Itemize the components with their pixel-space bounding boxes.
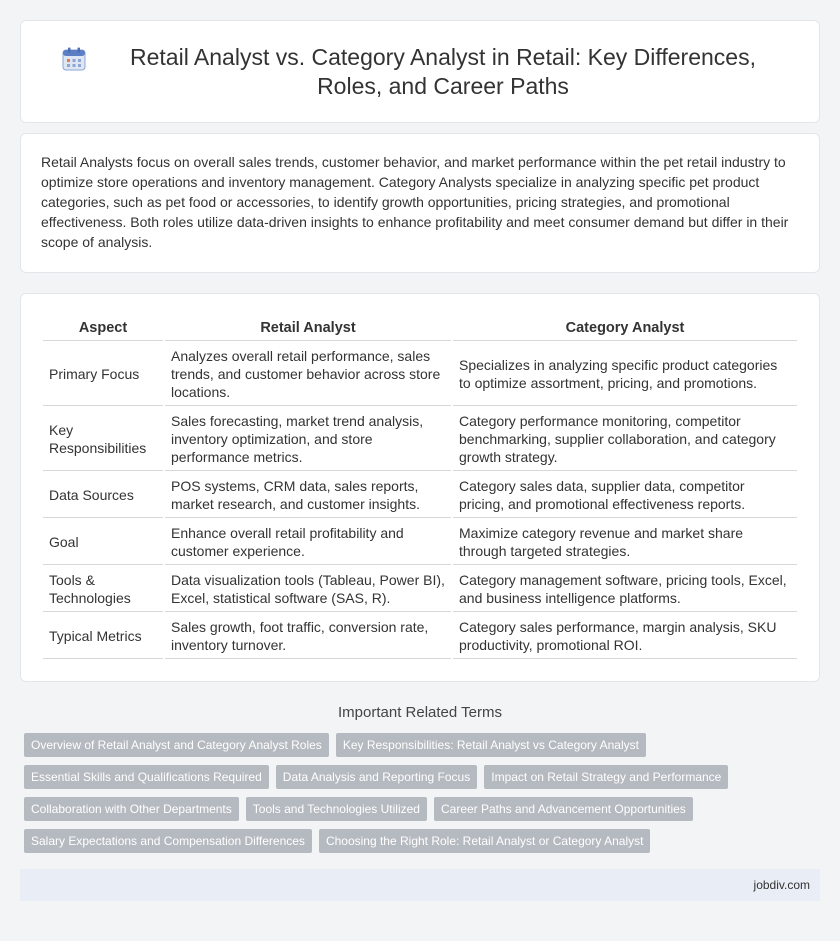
retail-cell: Sales forecasting, market trend analysis, inventory optimization, and store performance metrics. bbox=[165, 408, 451, 471]
footer bbox=[20, 869, 820, 901]
comparison-card bbox=[20, 293, 820, 682]
table-row bbox=[43, 520, 797, 565]
related-term-link[interactable]: Tools and Technologies Utilized bbox=[246, 797, 427, 821]
category-cell: Category management software, pricing tools, Excel, and business intelligence platforms. bbox=[453, 567, 797, 612]
retail-cell: Analyzes overall retail performance, sales trends, and customer behavior across store locations. bbox=[165, 343, 451, 406]
related-term-link[interactable]: Essential Skills and Qualifications Required bbox=[24, 765, 269, 789]
aspect-cell: Key Responsibilities bbox=[43, 408, 163, 471]
header-aspect: Aspect bbox=[43, 318, 163, 341]
aspect-cell: Typical Metrics bbox=[43, 614, 163, 659]
aspect-cell: Primary Focus bbox=[43, 343, 163, 406]
aspect-cell: Tools & Technologies bbox=[43, 567, 163, 612]
retail-cell: Data visualization tools (Tableau, Power BI), Excel, statistical software (SAS, R). bbox=[165, 567, 451, 612]
related-term-link[interactable]: Key Responsibilities: Retail Analyst vs Category Analyst bbox=[336, 733, 646, 757]
header-retail-analyst: Retail Analyst bbox=[165, 318, 451, 341]
retail-cell: Enhance overall retail profitability and customer experience. bbox=[165, 520, 451, 565]
table-row bbox=[43, 567, 797, 612]
table-row bbox=[43, 408, 797, 471]
title-card bbox=[20, 20, 820, 123]
category-cell: Category sales data, supplier data, competitor pricing, and promotional effectiveness reports. bbox=[453, 473, 797, 518]
category-cell: Maximize category revenue and market share through targeted strategies. bbox=[453, 520, 797, 565]
related-term-link[interactable]: Career Paths and Advancement Opportunities bbox=[434, 797, 693, 821]
intro-paragraph: Retail Analysts focus on overall sales trends, customer behavior, and market performance within the pet retail industry to optimize store operations and inventory management. Category Analysts specialize in analyzing specific pet product categories, such as pet food or accessories, to identify growth opportunities, pricing strategies, and promotional effectiveness. Both roles utilize data-driven insights to enhance profitability and meet consumer demand but differ in their scope of analysis. bbox=[41, 154, 789, 250]
related-term-link[interactable]: Collaboration with Other Departments bbox=[24, 797, 239, 821]
table-row bbox=[43, 343, 797, 406]
comparison-table bbox=[41, 316, 799, 661]
related-term-link[interactable]: Choosing the Right Role: Retail Analyst or Category Analyst bbox=[319, 829, 651, 853]
title-wrap bbox=[61, 43, 779, 101]
category-cell: Category sales performance, margin analysis, SKU productivity, promotional ROI. bbox=[453, 614, 797, 659]
category-cell: Specializes in analyzing specific product categories to optimize assortment, pricing, and promotions. bbox=[453, 343, 797, 406]
related-term-link[interactable]: Data Analysis and Reporting Focus bbox=[276, 765, 477, 789]
related-term-link[interactable]: Impact on Retail Strategy and Performance bbox=[484, 765, 728, 789]
footer-site-link[interactable]: jobdiv.com bbox=[753, 878, 810, 892]
calendar-icon bbox=[61, 46, 87, 72]
intro-card bbox=[20, 133, 820, 273]
table-row bbox=[43, 473, 797, 518]
retail-cell: POS systems, CRM data, sales reports, market research, and customer insights. bbox=[165, 473, 451, 518]
aspect-cell: Data Sources bbox=[43, 473, 163, 518]
table-header-row bbox=[43, 318, 797, 341]
page-title: Retail Analyst vs. Category Analyst in Retail: Key Differences, Roles, and Career Paths bbox=[130, 43, 756, 99]
related-term-link[interactable]: Salary Expectations and Compensation Differences bbox=[24, 829, 312, 853]
table-row bbox=[43, 614, 797, 659]
retail-cell: Sales growth, foot traffic, conversion rate, inventory turnover. bbox=[165, 614, 451, 659]
related-terms-list bbox=[20, 733, 820, 861]
related-terms-title: Important Related Terms bbox=[338, 704, 502, 721]
related-term-link[interactable]: Overview of Retail Analyst and Category Analyst Roles bbox=[24, 733, 329, 757]
category-cell: Category performance monitoring, competitor benchmarking, supplier collaboration, and category growth strategy. bbox=[453, 408, 797, 471]
header-category-analyst: Category Analyst bbox=[453, 318, 797, 341]
aspect-cell: Goal bbox=[43, 520, 163, 565]
